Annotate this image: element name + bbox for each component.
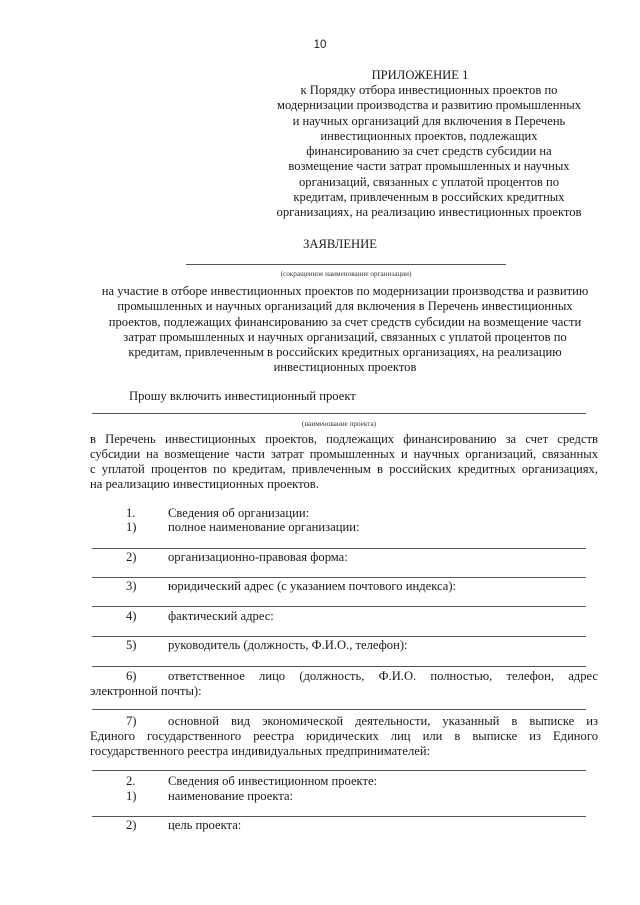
appendix-title: ПРИЛОЖЕНИЕ 1 bbox=[371, 68, 469, 82]
project-name-caption: (наименование проекта) bbox=[301, 420, 377, 428]
purpose-line: затрат промышленных и научных организаций, связанных с уплатой процентов по bbox=[123, 329, 567, 344]
item-number: 2) bbox=[126, 818, 137, 832]
appendix-line: финансированию за счет средств субсидии на bbox=[306, 144, 552, 159]
appendix-line: к Порядку отбора инвестиционных проектов по bbox=[300, 83, 558, 97]
responsible-person-label: ответственное лицо (должность, Ф.И.О. полностью, телефон, адрес bbox=[168, 669, 598, 683]
inclusion-line: с уплатой процентов по кредитам, привлеченным в российских кредитных организациях, bbox=[90, 462, 598, 476]
responsible-person-label-cont: электронной почты): bbox=[90, 684, 202, 698]
section1-title: Сведения об организации: bbox=[168, 506, 310, 520]
legal-address-field[interactable] bbox=[92, 606, 586, 607]
organization-name-field[interactable] bbox=[186, 264, 506, 265]
item-number: 3) bbox=[126, 579, 137, 593]
appendix-line: модернизации производства и развитию промышленных bbox=[276, 98, 582, 113]
purpose-line: промышленных и научных организаций для включения в Перечень инвестиционных bbox=[117, 299, 573, 314]
activity-label-cont: Единого государственного реестра юридических лиц или в выписке из Единого bbox=[90, 729, 598, 743]
purpose-line: на участие в отборе инвестиционных проектов по модернизации производства и развитию bbox=[101, 284, 589, 298]
org-legal-form-label: организационно-правовая форма: bbox=[168, 550, 348, 564]
director-label: руководитель (должность, Ф.И.О., телефон): bbox=[168, 638, 408, 652]
statement-heading: ЗАЯВЛЕНИЕ bbox=[303, 237, 377, 251]
inclusion-line: на реализацию инвестиционных проектов. bbox=[90, 477, 319, 491]
project-name-label: наименование проекта: bbox=[168, 789, 294, 803]
appendix-line: кредитам, привлеченным в российских кредитных bbox=[293, 190, 565, 205]
project-goal-label: цель проекта: bbox=[168, 818, 242, 832]
item-number: 2) bbox=[126, 550, 137, 564]
section2-number: 2. bbox=[126, 774, 136, 788]
appendix-line: инвестиционных проектов, подлежащих bbox=[320, 128, 538, 143]
activity-field[interactable] bbox=[92, 770, 586, 771]
purpose-line: кредитам, привлеченным в российских кредитных организациях, на реализацию bbox=[128, 345, 562, 360]
actual-address-label: фактический адрес: bbox=[168, 609, 274, 623]
purpose-line: инвестиционных проектов bbox=[273, 360, 417, 375]
legal-address-label: юридический адрес (с указанием почтового индекса): bbox=[168, 579, 457, 593]
inclusion-line: субсидии на возмещение части затрат промышленных и научных организаций, связанных bbox=[90, 447, 598, 461]
item-number: 1) bbox=[126, 789, 137, 803]
org-legal-form-field[interactable] bbox=[92, 577, 586, 578]
appendix-line: организациях, на реализацию инвестиционных проектов bbox=[276, 205, 582, 220]
section1-number: 1. bbox=[126, 506, 136, 520]
page-number: 10 bbox=[313, 39, 327, 51]
actual-address-field[interactable] bbox=[92, 636, 586, 637]
project-name-field[interactable] bbox=[92, 413, 586, 414]
appendix-line: возмещение части затрат промышленных и научных bbox=[288, 159, 570, 174]
statement-purpose bbox=[90, 284, 600, 376]
item-number: 4) bbox=[126, 609, 137, 623]
responsible-person-field[interactable] bbox=[92, 709, 586, 710]
request-text: Прошу включить инвестиционный проект bbox=[129, 389, 356, 403]
activity-label: основной вид экономической деятельности, указанный в выписке из bbox=[168, 714, 598, 728]
project-title-field[interactable] bbox=[92, 816, 586, 817]
item-number: 6) bbox=[126, 669, 137, 683]
section2-title: Сведения об инвестиционном проекте: bbox=[168, 774, 378, 788]
purpose-line: проектов, подлежащих финансированию за счет средств субсидии на возмещение части bbox=[108, 314, 582, 329]
director-field[interactable] bbox=[92, 666, 586, 667]
item-number: 7) bbox=[126, 714, 137, 728]
item-number: 1) bbox=[126, 520, 137, 534]
appendix-line: и научных организаций для включения в Перечень bbox=[292, 113, 566, 128]
item-number: 5) bbox=[126, 638, 137, 652]
organization-name-caption: (сокращенное наименование организации) bbox=[280, 270, 412, 278]
activity-label-cont: государственного реестра индивидуальных предпринимателей: bbox=[90, 744, 431, 758]
org-fullname-label: полное наименование организации: bbox=[168, 520, 360, 534]
appendix-line: организаций, связанных с уплатой процентов по bbox=[298, 174, 560, 189]
org-fullname-field[interactable] bbox=[92, 548, 586, 549]
appendix-reference bbox=[270, 83, 588, 221]
inclusion-line: в Перечень инвестиционных проектов, подлежащих финансированию за счет средств bbox=[90, 432, 598, 446]
